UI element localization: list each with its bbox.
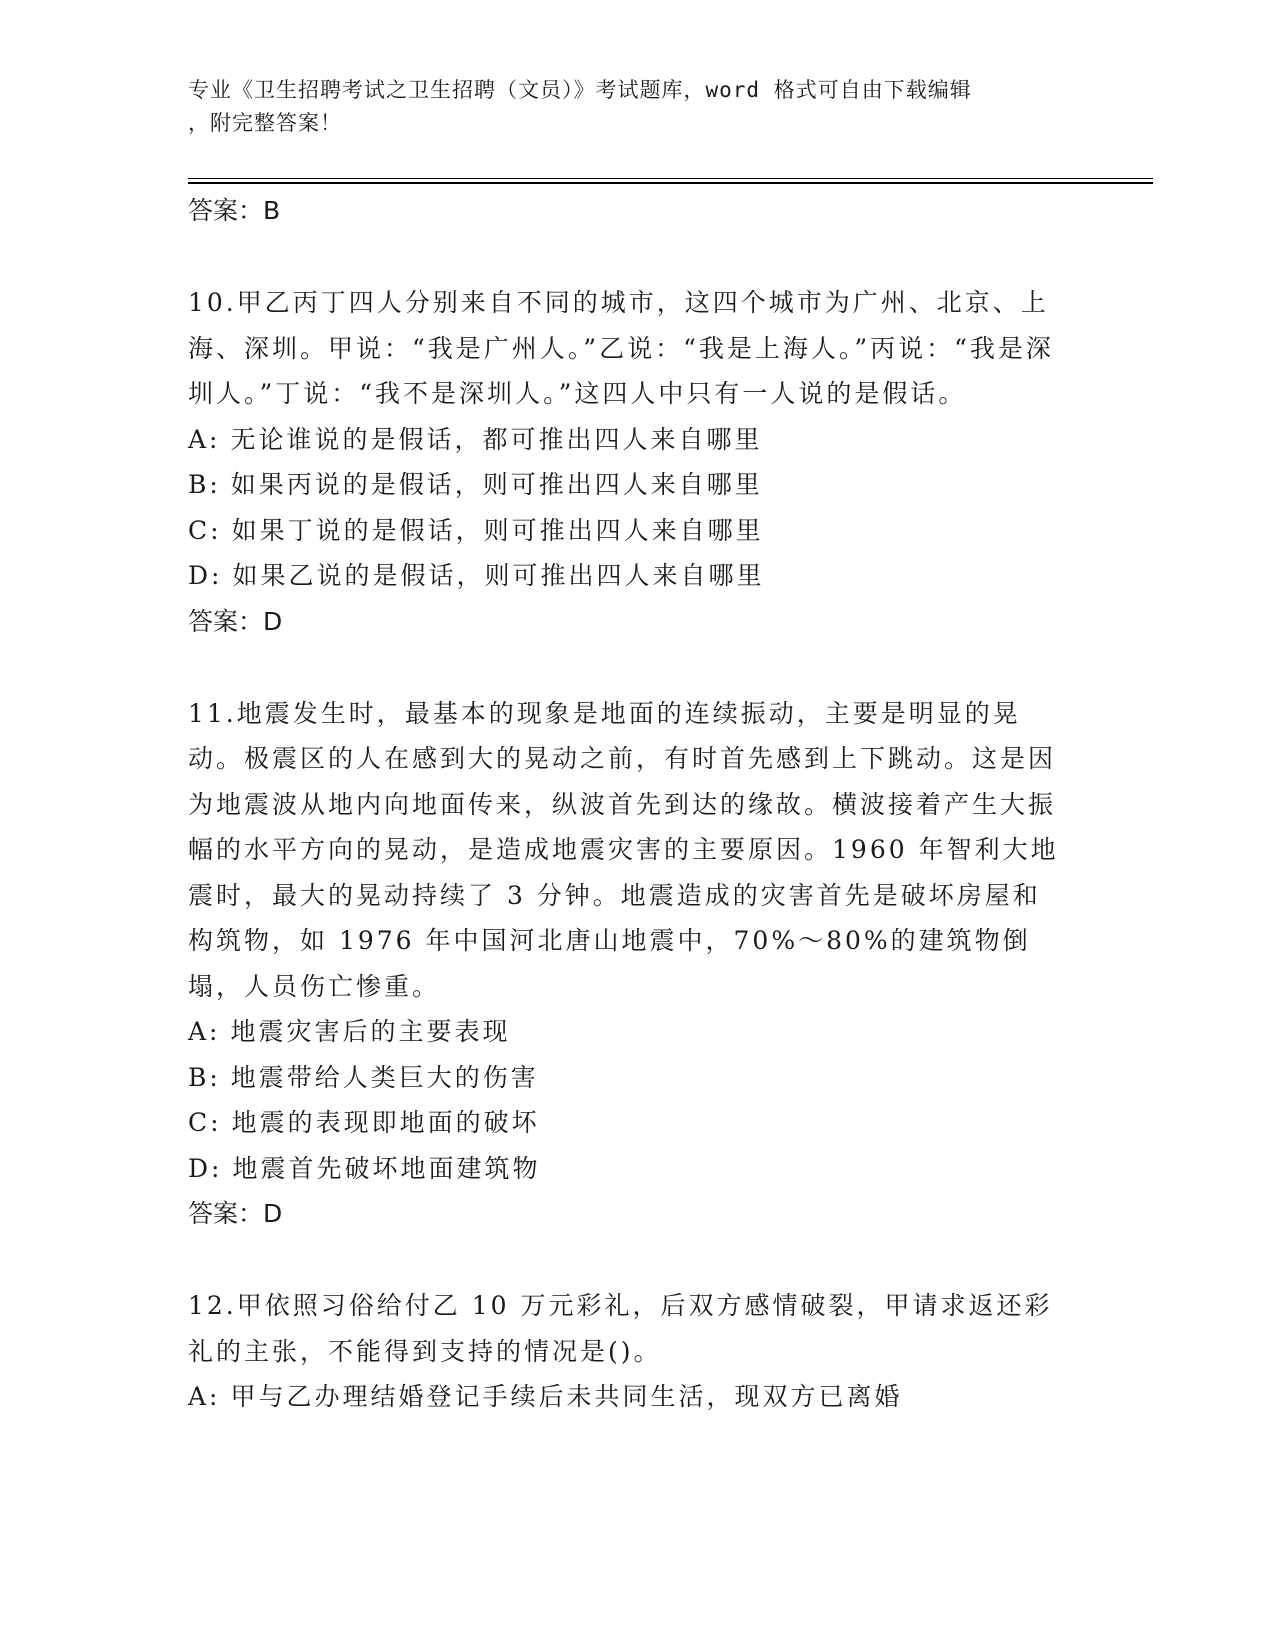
- question-stem: 11.地震发生时，最基本的现象是地面的连续振动，主要是明显的晃动。极震区的人在感到大的晃动之前，有时首先感到上下跳动。这是因为地震波从地内向地面传来，纵波首先到达的缘故。横波接着产生大振幅的水平方向的晃动，是造成地震灾害的主要原因。1960 年智利大地震时，最大的晃动持续了 3 分钟。地震造成的灾害首先是破坏房屋和构筑物，如 1976 年中国河北唐山地震中，70%～80%的建筑物倒塌，人员伤亡惨重。: [188, 698, 1059, 1001]
- question-stem: 12.甲依照习俗给付乙 10 万元彩礼，后双方感情破裂，甲请求返还彩礼的主张，不能得到支持的情况是()。: [188, 1291, 1053, 1366]
- option-text: 无论谁说的是假话，都可推出四人来自哪里: [230, 424, 763, 454]
- document-body: [188, 188, 1068, 1420]
- option-text: 如果乙说的是假话，则可推出四人来自哪里: [232, 561, 765, 590]
- option-c: [188, 1100, 1068, 1146]
- question-block: [188, 1283, 1068, 1420]
- option-key: D:: [188, 561, 223, 590]
- question-stem: 10.甲乙丙丁四人分别来自不同的城市，这四个城市为广州、北京、上海、深圳。甲说：“我是广州人。”乙说：“我是上海人。”丙说：“我是深圳人。”丁说：“我不是深圳人。”这四人中只有一人说的是假话。: [188, 288, 1054, 408]
- option-text: 地震灾害后的主要表现: [230, 1017, 511, 1046]
- option-key: D:: [188, 1153, 223, 1183]
- option-key: B:: [188, 1062, 221, 1092]
- option-key: C:: [188, 1108, 222, 1137]
- option-text: 如果丁说的是假话，则可推出四人来自哪里: [231, 515, 764, 545]
- prev-answer: 答案：B: [188, 196, 281, 225]
- spacer: [188, 645, 1068, 691]
- spacer: [188, 234, 1068, 280]
- option-b: [188, 1055, 1068, 1101]
- page-header: [188, 74, 1068, 140]
- option-key: A:: [188, 424, 221, 454]
- header-divider-thick: [188, 182, 1153, 184]
- header-divider-thin: [188, 178, 1153, 179]
- spacer: [188, 1237, 1068, 1283]
- option-text: 地震首先破坏地面建筑物: [232, 1153, 541, 1183]
- option-key: A:: [188, 1382, 221, 1411]
- option-text: 如果丙说的是假话，则可推出四人来自哪里: [230, 470, 763, 499]
- option-d: [188, 1146, 1068, 1192]
- question-answer: 答案：D: [188, 606, 283, 636]
- option-text: 甲与乙办理结婚登记手续后未共同生活，现双方已离婚: [230, 1382, 903, 1411]
- option-c: [188, 508, 1068, 554]
- option-d: [188, 553, 1068, 599]
- option-a: [188, 1374, 1068, 1420]
- option-text: 地震带给人类巨大的伤害: [230, 1062, 539, 1092]
- question-block: [188, 691, 1068, 1238]
- header-line-1: 专业《卫生招聘考试之卫生招聘（文员）》考试题库，word 格式可自由下载编辑: [188, 78, 972, 102]
- option-b: [188, 462, 1068, 508]
- option-a: [188, 417, 1068, 463]
- option-key: A:: [188, 1017, 221, 1046]
- option-a: [188, 1009, 1068, 1055]
- option-text: 地震的表现即地面的破坏: [231, 1108, 540, 1137]
- option-key: B:: [188, 470, 221, 499]
- question-answer: 答案：D: [188, 1199, 283, 1228]
- option-key: C:: [188, 515, 222, 545]
- question-block: [188, 280, 1068, 645]
- header-line-2: ，附完整答案！: [188, 111, 342, 135]
